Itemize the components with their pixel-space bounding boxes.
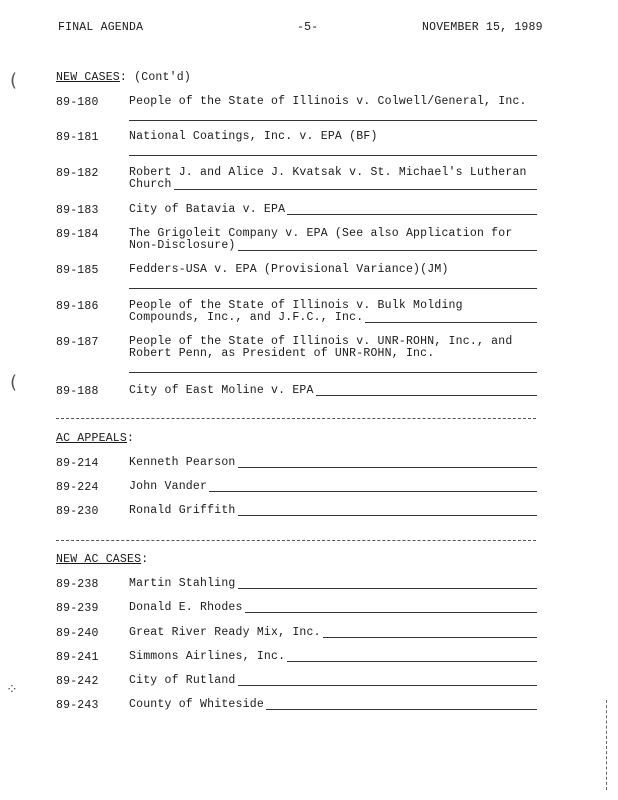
case-number: 89-243 <box>56 699 99 712</box>
signature-line <box>209 481 537 492</box>
party-name: County of Whiteside <box>129 698 264 711</box>
section-divider <box>56 540 536 541</box>
signature-line <box>266 699 537 710</box>
case-title: People of the State of Illinois v. Bulk Molding <box>129 299 463 312</box>
case-title: The Grigoleit Company v. EPA (See also Application for <box>129 227 513 240</box>
party-name: City of Rutland <box>129 674 236 687</box>
case-number: 89-188 <box>56 385 99 398</box>
case-number: 89-180 <box>56 96 99 109</box>
header-date: NOVEMBER 15, 1989 <box>422 21 543 34</box>
signature-line <box>129 143 537 156</box>
case-number: 89-181 <box>56 131 99 144</box>
party-name: Martin Stahling <box>129 577 236 590</box>
signature-line <box>238 457 537 468</box>
party-name: Kenneth Pearson <box>129 456 236 469</box>
section-new-cases-heading: NEW CASES: (Cont'd) <box>56 71 191 84</box>
case-number: 89-183 <box>56 204 99 217</box>
signature-line <box>287 204 537 215</box>
case-number: 89-230 <box>56 505 99 518</box>
signature-line <box>238 505 537 516</box>
case-title: City of Batavia v. EPA <box>129 203 286 216</box>
case-number: 89-242 <box>56 675 99 688</box>
case-title: Fedders-USA v. EPA (Provisional Variance)(JM) <box>129 263 449 276</box>
signature-line <box>287 651 537 662</box>
signature-line <box>238 578 537 589</box>
signature-line <box>238 240 537 251</box>
party-name: Ronald Griffith <box>129 504 236 517</box>
case-title-cont: Compounds, Inc., and J.F.C., Inc. <box>129 311 364 324</box>
section-divider <box>56 418 536 419</box>
scan-edge-mark <box>606 700 607 790</box>
margin-bracket-mark: ( <box>10 70 18 91</box>
signature-line <box>129 276 537 289</box>
case-number: 89-186 <box>56 300 99 313</box>
signature-line <box>129 108 537 121</box>
case-number: 89-214 <box>56 457 99 470</box>
margin-bracket-mark: ( <box>10 372 18 393</box>
signature-line <box>323 627 537 638</box>
signature-line <box>129 360 537 373</box>
party-name: Great River Ready Mix, Inc. <box>129 626 321 639</box>
case-number: 89-240 <box>56 627 99 640</box>
case-title-cont: Non-Disclosure) <box>129 239 236 252</box>
signature-line <box>174 179 537 190</box>
signature-line <box>316 385 537 396</box>
case-number: 89-239 <box>56 602 99 615</box>
party-name: John Vander <box>129 480 208 493</box>
section-ac-appeals-heading: AC APPEALS: <box>56 432 135 445</box>
margin-hole-mark: ⁘ <box>6 682 18 698</box>
party-name: Donald E. Rhodes <box>129 601 243 614</box>
signature-line <box>245 602 537 613</box>
case-title: Robert J. and Alice J. Kvatsak v. St. Michael's Lutheran <box>129 166 527 179</box>
case-number: 89-184 <box>56 228 99 241</box>
case-number: 89-185 <box>56 264 99 277</box>
section-new-ac-cases-heading: NEW AC CASES: <box>56 553 149 566</box>
case-title-cont: Church <box>129 178 172 191</box>
signature-line <box>365 312 537 323</box>
case-title: National Coatings, Inc. v. EPA (BF) <box>129 130 378 143</box>
signature-line <box>238 675 537 686</box>
case-title-cont: Robert Penn, as President of UNR-ROHN, Inc. <box>129 347 435 360</box>
page-number: -5- <box>297 21 319 34</box>
case-title: City of East Moline v. EPA <box>129 384 314 397</box>
case-title: People of the State of Illinois v. UNR-ROHN, Inc., and <box>129 335 513 348</box>
case-number: 89-241 <box>56 651 99 664</box>
case-number: 89-182 <box>56 167 99 180</box>
case-number: 89-224 <box>56 481 99 494</box>
case-number: 89-238 <box>56 578 99 591</box>
header-title: FINAL AGENDA <box>58 21 144 34</box>
case-title: People of the State of Illinois v. Colwell/General, Inc. <box>129 95 527 108</box>
case-number: 89-187 <box>56 336 99 349</box>
party-name: Simmons Airlines, Inc. <box>129 650 286 663</box>
